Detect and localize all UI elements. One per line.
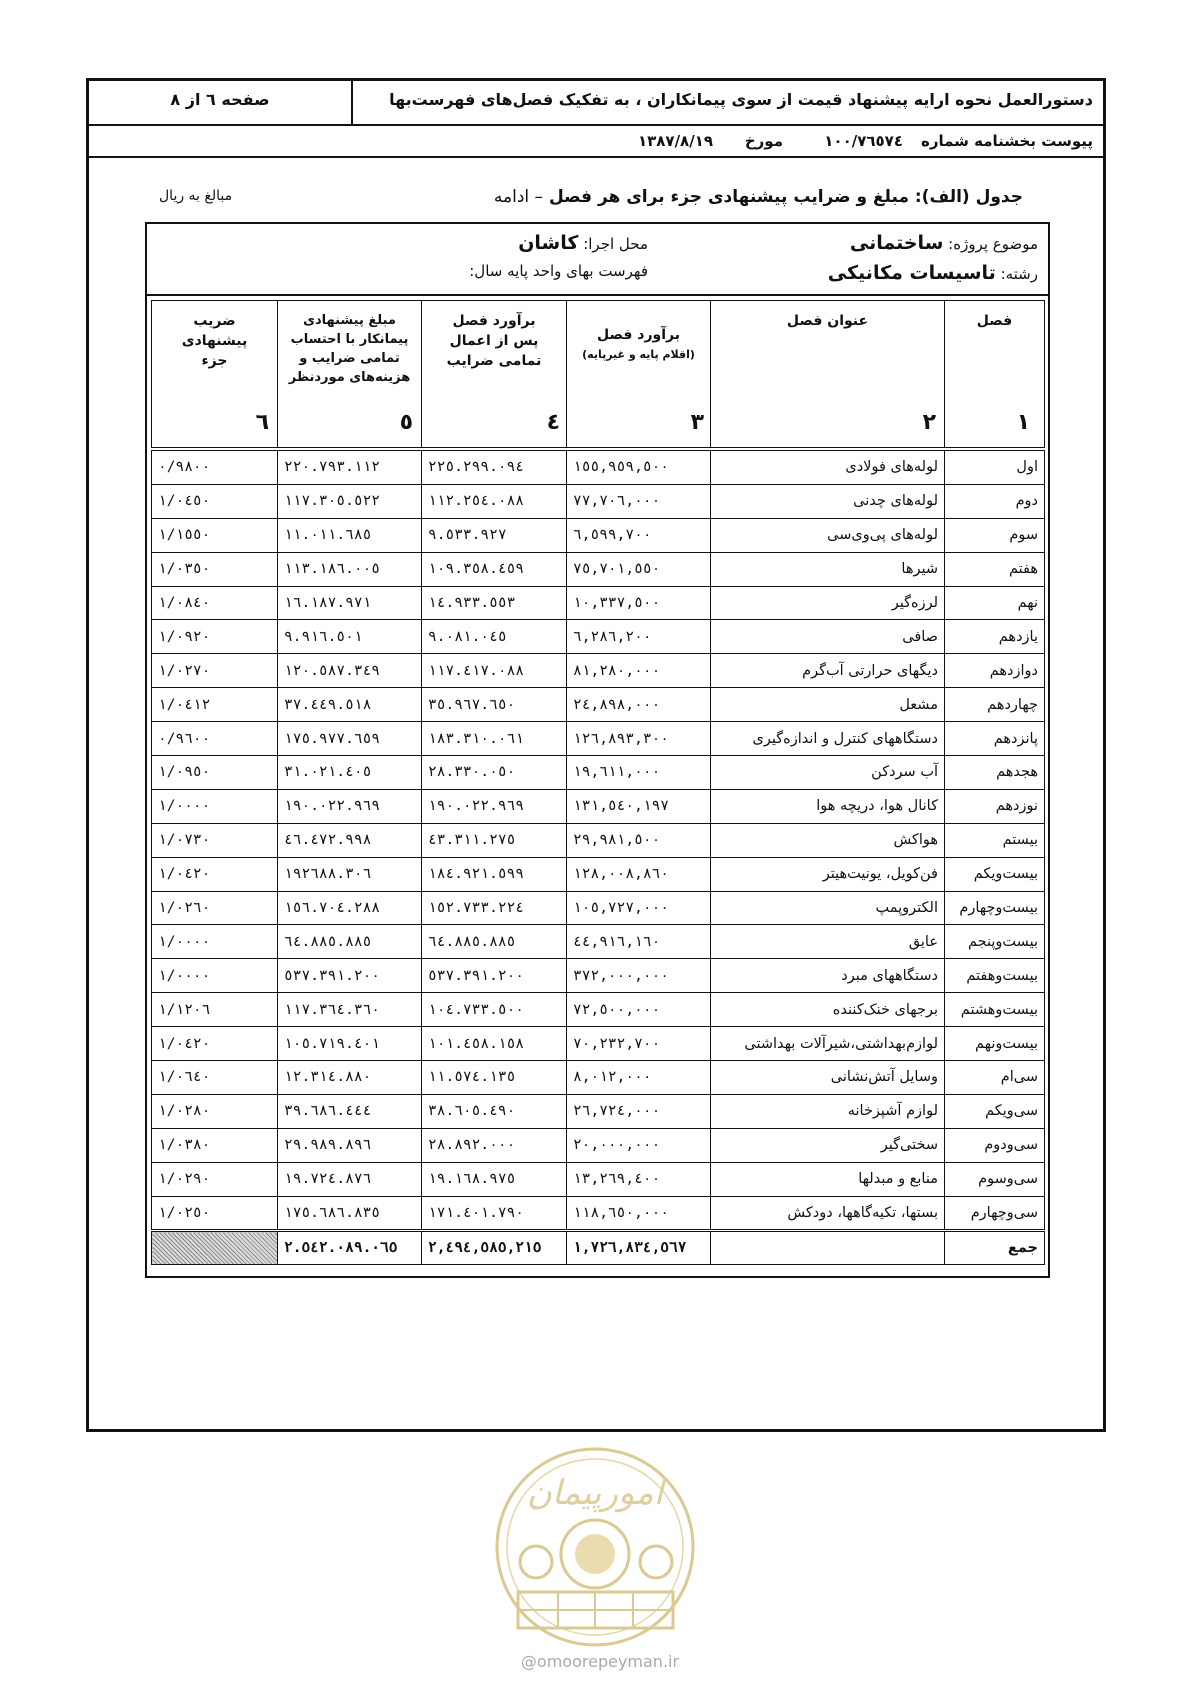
table-row <box>152 1094 1045 1128</box>
row-offer: ١٩.٧٢٤.٨٧٦ <box>278 1162 422 1196</box>
table-row <box>152 620 1045 654</box>
row-title: دستگاههای مبرد <box>711 959 945 993</box>
row-adjusted: ١٥٢.٧٣٣.٢٢٤ <box>422 891 567 925</box>
row-offer: ١١٣.١٨٦.٠٠٥ <box>278 552 422 586</box>
row-offer: ١٩٠.٠٢٢.٩٦٩ <box>278 789 422 823</box>
table-row <box>152 722 1045 756</box>
row-adjusted: ٣٨.٦٠٥.٤٩٠ <box>422 1094 567 1128</box>
date-label: مورخ <box>744 132 783 150</box>
row-offer: ٢٩.٩٨٩.٨٩٦ <box>278 1128 422 1162</box>
table-row <box>152 1128 1045 1162</box>
row-offer: ١١٧.٣٦٤.٣٦٠ <box>278 993 422 1027</box>
row-factor: ١/٠٠٠٠ <box>152 925 278 959</box>
row-fasl: یازدهم <box>945 620 1045 654</box>
row-adjusted: ١٨٤.٩٢١.٥٩٩ <box>422 857 567 891</box>
table-row <box>152 688 1045 722</box>
row-estimate: ٢٠,٠٠٠,٠٠٠ <box>567 1128 711 1162</box>
row-estimate: ٢٤,٨٩٨,٠٠٠ <box>567 688 711 722</box>
row-adjusted: ١١.٥٧٤.١٣٥ <box>422 1061 567 1095</box>
row-estimate: ٧٧,٧٠٦,٠٠٠ <box>567 484 711 518</box>
row-adjusted: ٩.٠٨١.٠٤٥ <box>422 620 567 654</box>
table-header-row <box>152 301 1045 448</box>
row-fasl: نوزدهم <box>945 789 1045 823</box>
row-offer: ٣٧.٤٤٩.٥١٨ <box>278 688 422 722</box>
row-factor: ١/٠٠٠٠ <box>152 959 278 993</box>
row-estimate: ٨,٠١٢,٠٠٠ <box>567 1061 711 1095</box>
table-row <box>152 518 1045 552</box>
row-estimate: ٧٥,٧٠١,٥٥٠ <box>567 552 711 586</box>
total-offer: ٢.٥٤٢.٠٨٩.٠٦٥ <box>278 1231 422 1265</box>
col-header-offer: مبلغ پیشنهادی پیمانکار با احتساب تمامی ضرایب و هزینه‌های مورد‌نظر ٥ <box>278 301 422 448</box>
row-factor: ١/٠٤٢٠ <box>152 1027 278 1061</box>
row-title: لرزه‌گیر <box>711 586 945 620</box>
row-title: منابع و مبدلها <box>711 1162 945 1196</box>
row-estimate: ١٥٥,٩٥٩,٥٠٠ <box>567 451 711 485</box>
row-title: دستگاههای کنترل و اندازه‌گیری <box>711 722 945 756</box>
row-fasl: بیستم <box>945 823 1045 857</box>
price-list-year: فهرست بهای واحد پایه سال: <box>469 262 648 280</box>
circular-number: ١٠٠/٧٦٥٧٤ <box>824 132 903 150</box>
row-adjusted: ٦٤.٨٨٥.٨٨٥ <box>422 925 567 959</box>
row-adjusted: ٩.٥٣٣.٩٢٧ <box>422 518 567 552</box>
row-fasl: بیست‌ویکم <box>945 857 1045 891</box>
table-title-continued: – ادامه <box>493 187 544 207</box>
row-adjusted: ١٠٩.٣٥٨.٤٥٩ <box>422 552 567 586</box>
table-title-main: جدول (الف): مبلغ و ضرایب پیشنهادی جزء برای هر فصل <box>548 187 1023 207</box>
row-fasl: سی‌ام <box>945 1061 1045 1095</box>
row-fasl: سی‌ودوم <box>945 1128 1045 1162</box>
row-adjusted: ١٠٤.٧٣٣.٥٠٠ <box>422 993 567 1027</box>
row-factor: ١/٠٤٢٠ <box>152 857 278 891</box>
row-adjusted: ١٩٠.٠٢٢.٩٦٩ <box>422 789 567 823</box>
row-factor: ١/٠٨٤٠ <box>152 586 278 620</box>
row-title: برجهای خنک‌کننده <box>711 993 945 1027</box>
row-offer: ٩.٩١٦.٥٠١ <box>278 620 422 654</box>
total-factor-hatched <box>152 1231 278 1265</box>
row-offer: ١٧٥.٦٨٦.٨٣٥ <box>278 1196 422 1231</box>
row-factor: ١/١٢٠٦ <box>152 993 278 1027</box>
row-offer: ٥٣٧.٣٩١.٢٠٠ <box>278 959 422 993</box>
col-header-fasl: فصل ١ <box>945 301 1045 448</box>
row-estimate: ٧٠,٢٣٢,٧٠٠ <box>567 1027 711 1061</box>
row-title: صافی <box>711 620 945 654</box>
row-title: وسایل آتش‌نشانی <box>711 1061 945 1095</box>
row-title: لوله‌های پی‌وی‌سی <box>711 518 945 552</box>
col-header-adjusted: برآورد فصل پس از اعمال تمامی ضرایب ٤ <box>422 301 567 448</box>
row-adjusted: ١٩.١٦٨.٩٧٥ <box>422 1162 567 1196</box>
row-estimate: ٣٧٢,٠٠٠,٠٠٠ <box>567 959 711 993</box>
total-label: جمع <box>945 1231 1045 1265</box>
row-offer: ١٢٠.٥٨٧.٣٤٩ <box>278 654 422 688</box>
project-field: رشته: تاسیسات مکانیکی <box>827 262 1038 284</box>
document-header <box>89 81 1103 126</box>
omoorepeyman-seal-logo <box>478 1442 713 1652</box>
row-offer: ٦٤.٨٨٥.٨٨٥ <box>278 925 422 959</box>
circular-reference <box>89 126 1103 158</box>
row-estimate: ١٣١,٥٤٠,١٩٧ <box>567 789 711 823</box>
table-row <box>152 756 1045 790</box>
row-fasl: نهم <box>945 586 1045 620</box>
row-title: بستها، تکیه‌گاهها، دودکش <box>711 1196 945 1231</box>
table-row <box>152 959 1045 993</box>
table-row <box>152 451 1045 485</box>
row-offer: ١٥٦.٧٠٤.٢٨٨ <box>278 891 422 925</box>
row-title: شیرها <box>711 552 945 586</box>
row-factor: ٠/٩٦٠٠ <box>152 722 278 756</box>
row-fasl: سی‌ویکم <box>945 1094 1045 1128</box>
row-adjusted: ٢٨.٣٣٠.٠٥٠ <box>422 756 567 790</box>
row-offer: ٣٩.٦٨٦.٤٤٤ <box>278 1094 422 1128</box>
row-factor: ٠/٩٨٠٠ <box>152 451 278 485</box>
row-factor: ١/١٥٥٠ <box>152 518 278 552</box>
row-title: لوله‌های چدنی <box>711 484 945 518</box>
row-offer: ١٧٥.٩٧٧.٦٥٩ <box>278 722 422 756</box>
row-estimate: ٤٤,٩١٦,١٦٠ <box>567 925 711 959</box>
row-fasl: هجدهم <box>945 756 1045 790</box>
table-row <box>152 1061 1045 1095</box>
row-title: عایق <box>711 925 945 959</box>
row-offer: ١١.٠١١.٦٨٥ <box>278 518 422 552</box>
page-indicator: صفحه ٦ از ٨ <box>170 90 270 109</box>
row-factor: ١/٠٩٥٠ <box>152 756 278 790</box>
row-title: هواکش <box>711 823 945 857</box>
row-offer: ١١٧.٣٠٥.٥٢٢ <box>278 484 422 518</box>
row-estimate: ١٣,٢٦٩,٤٠٠ <box>567 1162 711 1196</box>
currency-note: مبالغ به ریال <box>159 188 233 204</box>
row-fasl: بیست‌ونهم <box>945 1027 1045 1061</box>
row-adjusted: ٢٨.٨٩٢.٠٠٠ <box>422 1128 567 1162</box>
row-fasl: سی‌وچهارم <box>945 1196 1045 1231</box>
total-estimate: ١,٧٢٦,٨٣٤,٥٦٧ <box>567 1231 711 1265</box>
row-fasl: چهاردهم <box>945 688 1045 722</box>
table-row <box>152 891 1045 925</box>
row-fasl: اول <box>945 451 1045 485</box>
row-estimate: ٦,٢٨٦,٢٠٠ <box>567 620 711 654</box>
row-factor: ١/٠٤٥٠ <box>152 484 278 518</box>
row-estimate: ١١٨,٦٥٠,٠٠٠ <box>567 1196 711 1231</box>
row-factor: ١/٠٩٢٠ <box>152 620 278 654</box>
row-title: لوازم‌بهداشتی،شیرآلات بهداشتی <box>711 1027 945 1061</box>
col-header-estimate: برآورد فصل (اقلام پایه و غیرپایه) ٣ <box>567 301 711 448</box>
table-row <box>152 857 1045 891</box>
row-fasl: هفتم <box>945 552 1045 586</box>
row-offer: ٣١.٠٢١.٤٠٥ <box>278 756 422 790</box>
row-factor: ١/٠٣٨٠ <box>152 1128 278 1162</box>
row-adjusted: ١٧١.٤٠١.٧٩٠ <box>422 1196 567 1231</box>
row-offer: ٤٦.٤٧٢.٩٩٨ <box>278 823 422 857</box>
row-factor: ١/٠٢٩٠ <box>152 1162 278 1196</box>
row-estimate: ١٢٦,٨٩٣,٣٠٠ <box>567 722 711 756</box>
total-adjusted: ٢,٤٩٤,٥٨٥,٢١٥ <box>422 1231 567 1265</box>
row-offer: ١٦.١٨٧.٩٧١ <box>278 586 422 620</box>
row-factor: ١/٠٢٨٠ <box>152 1094 278 1128</box>
estimate-table <box>151 300 1045 1265</box>
row-estimate: ٦,٥٩٩,٧٠٠ <box>567 518 711 552</box>
row-adjusted: ١٠١.٤٥٨.١٥٨ <box>422 1027 567 1061</box>
row-adjusted: ٤٣.٣١١.٢٧٥ <box>422 823 567 857</box>
row-adjusted: ٢٢٥.٢٩٩.٠٩٤ <box>422 451 567 485</box>
row-estimate: ٢٩,٩٨١,٥٠٠ <box>567 823 711 857</box>
row-adjusted: ١٨٣.٣١٠.٠٦١ <box>422 722 567 756</box>
total-row <box>152 1231 1045 1265</box>
row-offer: ١٢.٣١٤.٨٨٠ <box>278 1061 422 1095</box>
table-row <box>152 586 1045 620</box>
website-watermark: @omoorepeyman.ir <box>520 1652 680 1671</box>
document-title: دستورالعمل نحوه ارایه پیشنهاد قیمت از سوی پیمانکاران ، به تفکیک فصل‌های فهرست‌بها <box>389 90 1093 109</box>
row-factor: ١/٠٠٠٠ <box>152 789 278 823</box>
row-factor: ١/٠٤١٢ <box>152 688 278 722</box>
row-fasl: بیست‌وپنجم <box>945 925 1045 959</box>
row-factor: ١/٠٢٦٠ <box>152 891 278 925</box>
row-estimate: ٧٢,٥٠٠,٠٠٠ <box>567 993 711 1027</box>
row-estimate: ١٢٨,٠٠٨,٨٦٠ <box>567 857 711 891</box>
row-title: الکتروپمپ <box>711 891 945 925</box>
row-estimate: ٢٦,٧٢٤,٠٠٠ <box>567 1094 711 1128</box>
row-title: آب سردکن <box>711 756 945 790</box>
row-estimate: ١٠,٣٣٧,٥٠٠ <box>567 586 711 620</box>
row-adjusted: ١٤.٩٣٣.٥٥٣ <box>422 586 567 620</box>
table-row <box>152 1027 1045 1061</box>
row-fasl: سوم <box>945 518 1045 552</box>
row-title: دیگهای حرارتی آب‌گرم <box>711 654 945 688</box>
row-fasl: سی‌وسوم <box>945 1162 1045 1196</box>
seal-text: امورپیمان <box>526 1473 664 1513</box>
table-row <box>152 484 1045 518</box>
row-title: لوله‌های فولادی <box>711 451 945 485</box>
row-title: کانال هوا، دریچه هوا <box>711 789 945 823</box>
table-row <box>152 552 1045 586</box>
row-fasl: دوازدهم <box>945 654 1045 688</box>
row-fasl: بیست‌وهشتم <box>945 993 1045 1027</box>
table-row <box>152 1196 1045 1231</box>
col-header-factor: ضریب پیشنهادی جزء ٦ <box>152 301 278 448</box>
row-factor: ١/٠٦٤٠ <box>152 1061 278 1095</box>
row-factor: ١/٠٢٥٠ <box>152 1196 278 1231</box>
row-offer: ٢٢٠.٧٩٣.١١٢ <box>278 451 422 485</box>
row-fasl: بیست‌وچهارم <box>945 891 1045 925</box>
row-estimate: ١٩,٦١١,٠٠٠ <box>567 756 711 790</box>
row-factor: ١/٠٢٧٠ <box>152 654 278 688</box>
row-factor: ١/٠٧٣٠ <box>152 823 278 857</box>
table-row <box>152 1162 1045 1196</box>
row-adjusted: ١١٢.٢٥٤.٠٨٨ <box>422 484 567 518</box>
row-adjusted: ١١٧.٤١٧.٠٨٨ <box>422 654 567 688</box>
row-adjusted: ٣٥.٩٦٧.٦٥٠ <box>422 688 567 722</box>
table-row <box>152 925 1045 959</box>
table-row <box>152 789 1045 823</box>
total-title-empty <box>711 1231 945 1265</box>
row-fasl: بیست‌وهفتم <box>945 959 1045 993</box>
table-row <box>152 654 1045 688</box>
row-offer: ١٠٥.٧١٩.٤٠١ <box>278 1027 422 1061</box>
header-divider <box>351 81 353 124</box>
row-title: لوازم آشپزخانه <box>711 1094 945 1128</box>
row-adjusted: ٥٣٧.٣٩١.٢٠٠ <box>422 959 567 993</box>
circular-date: ١٣٨٧/٨/١٩ <box>637 132 713 150</box>
row-title: سختی‌گیر <box>711 1128 945 1162</box>
estimate-table-box <box>145 222 1050 1278</box>
row-factor: ١/٠٣٥٠ <box>152 552 278 586</box>
project-subject: موضوع پروژه: ساختمانی <box>849 232 1038 254</box>
project-location: محل اجرا: کاشان <box>518 232 648 254</box>
project-info <box>147 224 1048 296</box>
attachment-label: پیوست بخشنامه شماره <box>920 132 1093 150</box>
table-row <box>152 993 1045 1027</box>
row-estimate: ٨١,٢٨٠,٠٠٠ <box>567 654 711 688</box>
row-title: مشعل <box>711 688 945 722</box>
table-row <box>152 823 1045 857</box>
row-estimate: ١٠٥,٧٢٧,٠٠٠ <box>567 891 711 925</box>
table-title <box>494 187 1023 207</box>
row-fasl: دوم <box>945 484 1045 518</box>
col-header-title: عنوان فصل ٢ <box>711 301 945 448</box>
row-title: فن‌کویل، یونیت‌هیتر <box>711 857 945 891</box>
row-fasl: پانزدهم <box>945 722 1045 756</box>
row-offer: ١٩٢٦٨٨.٣٠٦ <box>278 857 422 891</box>
